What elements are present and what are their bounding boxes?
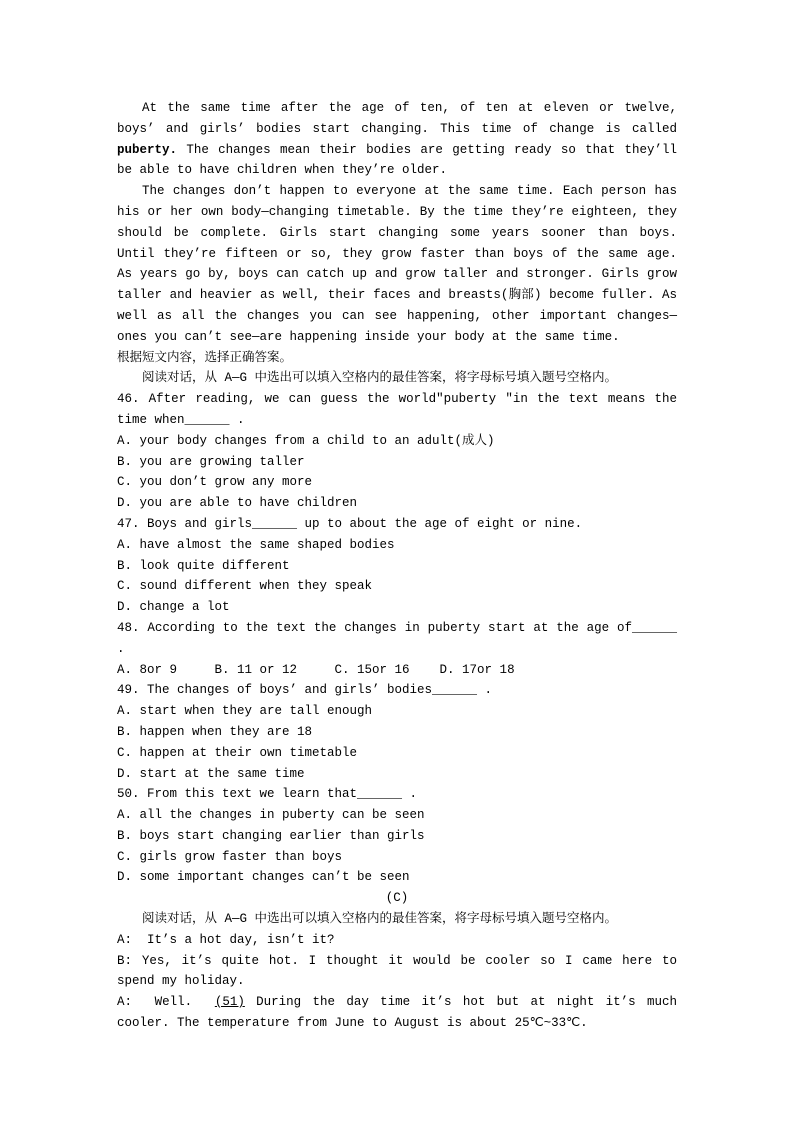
passage-bold-term: puberty. [117, 142, 178, 157]
document-content [117, 98, 685, 1034]
passage-text-post: The changes mean their bodies are getting ready so that they’ll be able to have children when they’re older. [117, 142, 685, 178]
dialogue-a2-post: During the day time it’s hot but at night it’s much cooler. The temperature from June to August is about 25℃~33℃. [117, 995, 685, 1031]
passage-paragraph-2: The changes don’t happen to everyone at the same time. Each person has his or her own body—changing timetable. By the time they’re eighteen, they should be complete. Girls start changing some years sooner than boys. Until they’re fifteen or so, they grow faster than boys of the same age. As years go by, boys can catch up and grow taller and stronger. Girls grow taller and heavier as well, their faces and breasts(胸部) become fuller. As well as all the changes you can see happening, other important changes—ones you can’t see—are happening inside your body at the same time. [117, 184, 685, 344]
question-49-stem: 49. The changes of boys’ and girls’ bodies______ . [117, 683, 493, 698]
question-50-option-b: B. boys start changing earlier than girls [117, 828, 425, 843]
question-47-option-a: A. have almost the same shaped bodies [117, 537, 395, 552]
instruction-dialogue-1: 阅读对话，从 A—G 中选出可以填入空格内的最佳答案，将字母标号填入题号空格内。 [142, 371, 618, 386]
question-49-option-d: D. start at the same time [117, 766, 305, 781]
question-50-stem: 50. From this text we learn that______ . [117, 787, 418, 802]
question-48-options-inline: A. 8or 9 B. 11 or 12 C. 15or 16 D. 17or 18 [117, 662, 515, 677]
question-49-option-c: C. happen at their own timetable [117, 745, 358, 760]
question-50-option-c: C. girls grow faster than boys [117, 849, 343, 864]
question-47-option-b: B. look quite different [117, 558, 290, 573]
passage-paragraph-1 [117, 98, 685, 181]
question-46-stem: 46. After reading, we can guess the world″puberty ″in the text means the time when______ . [117, 392, 685, 427]
question-46-option-a: A. your body changes from a child to an adult(成人) [117, 433, 495, 448]
question-48-stem: 48. According to the text the changes in puberty start at the age of______ . [117, 620, 685, 656]
blank-51: (51) [214, 995, 245, 1010]
dialogue-line-b: B: Yes, it’s quite hot. I thought it would be cooler so I came here to spend my holiday. [117, 953, 685, 989]
question-48 [117, 618, 685, 680]
question-49-option-b: B. happen when they are 18 [117, 724, 313, 739]
question-46-option-c: C. you don’t grow any more [117, 475, 313, 490]
passage-text-pre: At the same time after the age of ten, of ten at eleven or twelve, boys’ and girls’ bodies start changing. This time of change is called [117, 101, 685, 136]
question-49 [117, 680, 677, 784]
instruction-choose-answer: 根据短文内容，选择正确答案。 [117, 350, 293, 365]
section-c-label: (C) [385, 891, 409, 906]
question-47-option-d: D. change a lot [117, 600, 230, 615]
question-50-option-d: D. some important changes can’t be seen [117, 870, 410, 885]
question-46-option-b: B. you are growing taller [117, 454, 305, 469]
dialogue-line-a2 [117, 992, 685, 1034]
instruction-dialogue-2: 阅读对话，从 A—G 中选出可以填入空格内的最佳答案，将字母标号填入题号空格内。 [142, 912, 618, 927]
question-50-option-a: A. all the changes in puberty can be seen [117, 808, 425, 823]
question-47 [117, 514, 677, 618]
question-47-stem: 47. Boys and girls______ up to about the age of eight or nine. [117, 516, 583, 531]
dialogue-a2-pre: A: Well. [117, 995, 215, 1010]
question-47-option-c: C. sound different when they speak [117, 579, 373, 594]
dialogue-line-a1: A: It’s a hot day, isn’t it? [117, 932, 335, 947]
question-46 [117, 389, 685, 514]
question-49-option-a: A. start when they are tall enough [117, 704, 373, 719]
question-46-option-d: D. you are able to have children [117, 496, 358, 511]
question-50 [117, 784, 677, 888]
